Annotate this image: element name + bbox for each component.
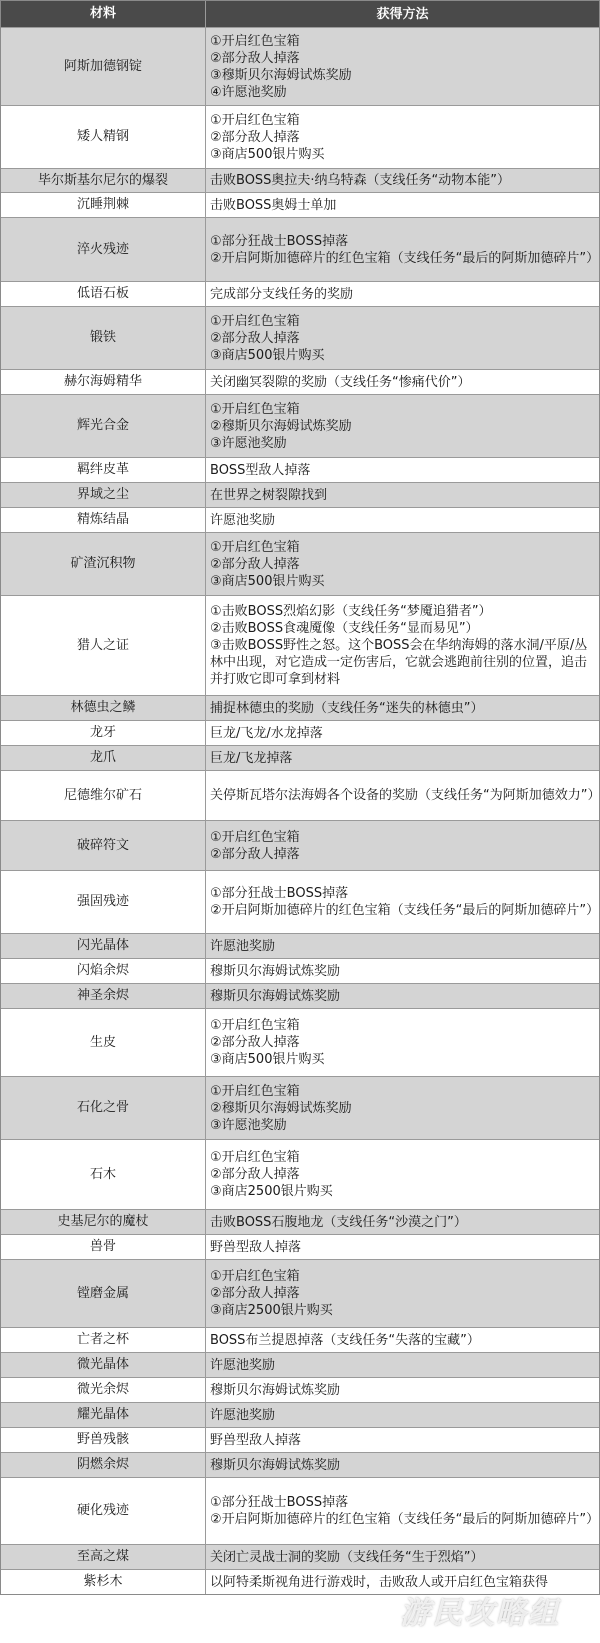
table-row [1, 820, 599, 870]
acquisition-method [206, 959, 599, 983]
method-line: 许愿池奖励 [210, 1407, 276, 1423]
method-line: ①部分狂战士BOSS掉落 [210, 886, 349, 901]
table-row [1, 192, 599, 217]
method-line: ③击败BOSS野性之怒。这个BOSS会在华纳海姆的落水洞/平原/丛林中出现，对它造成一定伤害后，它就会逃跑前往别的位置，追击并打败它即可拿到材料 [210, 638, 588, 687]
acquisition-method [206, 984, 599, 1008]
material-name: 生皮 [1, 1009, 206, 1076]
header-material: 材料 [1, 1, 206, 27]
material-name: 野兽残骸 [1, 1428, 206, 1452]
method-line: BOSS型敌人掉落 [210, 462, 311, 478]
material-name: 赫尔海姆精华 [1, 370, 206, 394]
acquisition-method [206, 1140, 599, 1209]
method-line: 击败BOSS奥拉夫·纳乌特森（支线任务“动物本能”） [210, 173, 511, 188]
material-name: 至高之煤 [1, 1545, 206, 1569]
acquisition-method [206, 370, 599, 394]
table-row [1, 369, 599, 394]
method-line: ②击败BOSS食魂魇像（支线任务“显而易见”） [210, 621, 479, 636]
table-row [1, 1427, 599, 1452]
method-line: 许愿池奖励 [210, 512, 276, 528]
table-row [1, 1209, 599, 1234]
method-line: 巨龙/飞龙掉落 [210, 750, 293, 766]
acquisition-method [206, 106, 599, 168]
table-row [1, 1569, 599, 1594]
table-row [1, 105, 599, 168]
method-line: 击败BOSS石腹地龙（支线任务“沙漠之门”） [210, 1214, 467, 1230]
method-line: ②部分敌人掉落 [210, 1286, 300, 1301]
method-line: 关闭幽冥裂隙的奖励（支线任务“惨痛代价”） [210, 374, 471, 390]
method-line: ②部分敌人掉落 [210, 50, 300, 66]
method-line: 穆斯贝尔海姆试炼奖励 [210, 988, 341, 1004]
method-line: ③商店2500银片购买 [210, 1303, 333, 1318]
table-row [1, 870, 599, 933]
acquisition-method [206, 821, 599, 870]
material-name: 硬化残迹 [1, 1478, 206, 1544]
method-line: ④许愿池奖励 [210, 84, 287, 100]
method-line: ①开启红色宝箱 [210, 539, 300, 555]
table-row [1, 168, 599, 192]
acquisition-method [206, 934, 599, 958]
material-name: 尼德维尔矿石 [1, 771, 206, 820]
material-name: 亡者之杯 [1, 1328, 206, 1352]
method-line: 野兽型敌人掉落 [210, 1432, 302, 1448]
method-line: ③商店500银片购买 [210, 146, 325, 162]
method-line: ①部分狂战士BOSS掉落 [210, 1495, 349, 1510]
method-line: ②部分敌人掉落 [210, 1035, 300, 1050]
material-name: 微光余烬 [1, 1378, 206, 1402]
method-line: ①开启红色宝箱 [210, 1150, 300, 1165]
method-line: BOSS布兰提恩掉落（支线任务“失落的宝藏”） [210, 1332, 480, 1348]
method-line: ③商店2500银片购买 [210, 1184, 333, 1199]
acquisition-method [206, 1077, 599, 1139]
material-name: 微光晶体 [1, 1353, 206, 1377]
table-row [1, 745, 599, 770]
table-row [1, 1544, 599, 1569]
method-line: 捕捉林德虫的奖励（支线任务“迷失的林德虫”） [210, 700, 484, 716]
acquisition-method [206, 1210, 599, 1234]
method-line: ①击败BOSS烈焰幻影（支线任务“梦魇追猎者”） [210, 604, 492, 619]
method-line: ②部分敌人掉落 [210, 129, 300, 145]
method-line: 以阿特柔斯视角进行游戏时，击败敌人或开启红色宝箱获得 [210, 1574, 549, 1590]
table-row [1, 1402, 599, 1427]
table-row [1, 457, 599, 482]
acquisition-method [206, 1545, 599, 1569]
method-line: ②部分敌人掉落 [210, 330, 300, 346]
table-row [1, 1076, 599, 1139]
material-name: 龙牙 [1, 721, 206, 745]
table-row [1, 217, 599, 281]
acquisition-method [206, 169, 599, 192]
table-row [1, 27, 599, 105]
table-row [1, 595, 599, 695]
table-row [1, 281, 599, 306]
material-name: 阴燃余烬 [1, 1453, 206, 1477]
acquisition-method [206, 395, 599, 457]
method-line: ①开启红色宝箱 [210, 313, 300, 329]
method-line: 许愿池奖励 [210, 1357, 276, 1373]
method-line: ②穆斯贝尔海姆试炼奖励 [210, 1100, 352, 1116]
acquisition-method [206, 483, 599, 507]
acquisition-method [206, 533, 599, 595]
method-line: 关停斯瓦塔尔法海姆各个设备的奖励（支线任务“为阿斯加德效力”） [210, 788, 600, 803]
method-line: 击败BOSS奥姆士单加 [210, 197, 337, 213]
table-row [1, 770, 599, 820]
acquisition-method [206, 1428, 599, 1452]
acquisition-method [206, 1478, 599, 1544]
table-row [1, 720, 599, 745]
method-line: ③许愿池奖励 [210, 435, 287, 451]
material-name: 石化之骨 [1, 1077, 206, 1139]
material-name: 耀光晶体 [1, 1403, 206, 1427]
table-row [1, 1452, 599, 1477]
method-line: ②开启阿斯加德碎片的红色宝箱（支线任务“最后的阿斯加德碎片”） [210, 1512, 600, 1527]
acquisition-method [206, 282, 599, 306]
method-line: ②开启阿斯加德碎片的红色宝箱（支线任务“最后的阿斯加德碎片”） [210, 250, 600, 266]
acquisition-method [206, 696, 599, 720]
table-row [1, 695, 599, 720]
material-name: 辉光合金 [1, 395, 206, 457]
acquisition-method [206, 1453, 599, 1477]
method-line: ②部分敌人掉落 [210, 556, 300, 572]
method-line: ③商店500银片购买 [210, 573, 325, 589]
method-line: 巨龙/飞龙/水龙掉落 [210, 725, 323, 741]
method-line: 许愿池奖励 [210, 938, 276, 954]
material-name: 精炼结晶 [1, 508, 206, 532]
material-name: 矿渣沉积物 [1, 533, 206, 595]
method-line: 穆斯贝尔海姆试炼奖励 [210, 963, 341, 979]
acquisition-method [206, 1403, 599, 1427]
table-row [1, 1139, 599, 1209]
acquisition-method [206, 28, 599, 105]
material-name: 破碎符文 [1, 821, 206, 870]
method-line: ①开启红色宝箱 [210, 829, 300, 845]
acquisition-method [206, 1235, 599, 1259]
method-line: 穆斯贝尔海姆试炼奖励 [210, 1382, 341, 1398]
watermark-logo: 游民攻略组 [400, 1596, 560, 1631]
method-line: ②穆斯贝尔海姆试炼奖励 [210, 418, 352, 434]
method-line: ①开启红色宝箱 [210, 1269, 300, 1284]
table-row [1, 958, 599, 983]
material-name: 紫杉木 [1, 1570, 206, 1594]
material-name: 神圣余烬 [1, 984, 206, 1008]
table-row [1, 1008, 599, 1076]
material-name: 矮人精钢 [1, 106, 206, 168]
material-name: 强固残迹 [1, 871, 206, 933]
material-name: 镗磨金属 [1, 1260, 206, 1327]
material-name: 阿斯加德钢锭 [1, 28, 206, 105]
material-name: 淬火残迹 [1, 218, 206, 281]
method-line: ②开启阿斯加德碎片的红色宝箱（支线任务“最后的阿斯加德碎片”） [210, 903, 600, 918]
table-row [1, 394, 599, 457]
material-name: 毕尔斯基尔尼尔的爆裂 [1, 169, 206, 192]
method-line: 完成部分支线任务的奖励 [210, 286, 354, 302]
table-row [1, 933, 599, 958]
acquisition-method [206, 307, 599, 369]
material-name: 石木 [1, 1140, 206, 1209]
method-line: 在世界之树裂隙找到 [210, 487, 328, 503]
acquisition-method [206, 193, 599, 217]
table-row [1, 1327, 599, 1352]
method-line: ③商店500银片购买 [210, 347, 325, 363]
table-row [1, 1377, 599, 1402]
material-name: 羁绊皮革 [1, 458, 206, 482]
method-line: ①开启红色宝箱 [210, 401, 300, 417]
method-line: ①部分狂战士BOSS掉落 [210, 233, 349, 249]
table-row [1, 983, 599, 1008]
material-name: 界域之尘 [1, 483, 206, 507]
method-line: ①开启红色宝箱 [210, 1018, 300, 1033]
method-line: ①开启红色宝箱 [210, 33, 300, 49]
acquisition-method [206, 508, 599, 532]
acquisition-method [206, 1328, 599, 1352]
table-row [1, 482, 599, 507]
table-row [1, 1259, 599, 1327]
acquisition-method [206, 1260, 599, 1327]
table-body [1, 27, 599, 1594]
table-row [1, 306, 599, 369]
method-line: ③穆斯贝尔海姆试炼奖励 [210, 67, 352, 83]
table-row [1, 1234, 599, 1259]
acquisition-method [206, 746, 599, 770]
material-name: 低语石板 [1, 282, 206, 306]
acquisition-method [206, 1353, 599, 1377]
acquisition-method [206, 1009, 599, 1076]
method-line: 关闭亡灵战士洞的奖励（支线任务“生于烈焰”） [210, 1549, 484, 1565]
material-name: 闪焰余烬 [1, 959, 206, 983]
material-name: 史基尼尔的魔杖 [1, 1210, 206, 1234]
table-header [1, 1, 599, 27]
header-method: 获得方法 [376, 6, 429, 22]
method-line: ③许愿池奖励 [210, 1117, 287, 1133]
acquisition-method [206, 218, 599, 281]
acquisition-method [206, 596, 599, 695]
acquisition-method [206, 871, 599, 933]
table-row [1, 507, 599, 532]
acquisition-method [206, 721, 599, 745]
method-line: 穆斯贝尔海姆试炼奖励 [210, 1457, 341, 1473]
material-name: 龙爪 [1, 746, 206, 770]
material-name: 猎人之证 [1, 596, 206, 695]
method-line: ①开启红色宝箱 [210, 1083, 300, 1099]
table-row [1, 1352, 599, 1377]
material-name: 兽骨 [1, 1235, 206, 1259]
acquisition-method [206, 771, 599, 820]
table-row [1, 532, 599, 595]
method-line: ②部分敌人掉落 [210, 1167, 300, 1182]
method-line: ③商店500银片购买 [210, 1052, 325, 1067]
material-name: 林德虫之鳞 [1, 696, 206, 720]
material-name: 闪光晶体 [1, 934, 206, 958]
acquisition-method [206, 1378, 599, 1402]
material-name: 沉睡荆棘 [1, 193, 206, 217]
method-line: 野兽型敌人掉落 [210, 1239, 302, 1255]
method-line: ①开启红色宝箱 [210, 112, 300, 128]
acquisition-method [206, 458, 599, 482]
material-name: 锻铁 [1, 307, 206, 369]
table-row [1, 1477, 599, 1544]
method-line: ②部分敌人掉落 [210, 846, 300, 862]
acquisition-method [206, 1570, 599, 1594]
